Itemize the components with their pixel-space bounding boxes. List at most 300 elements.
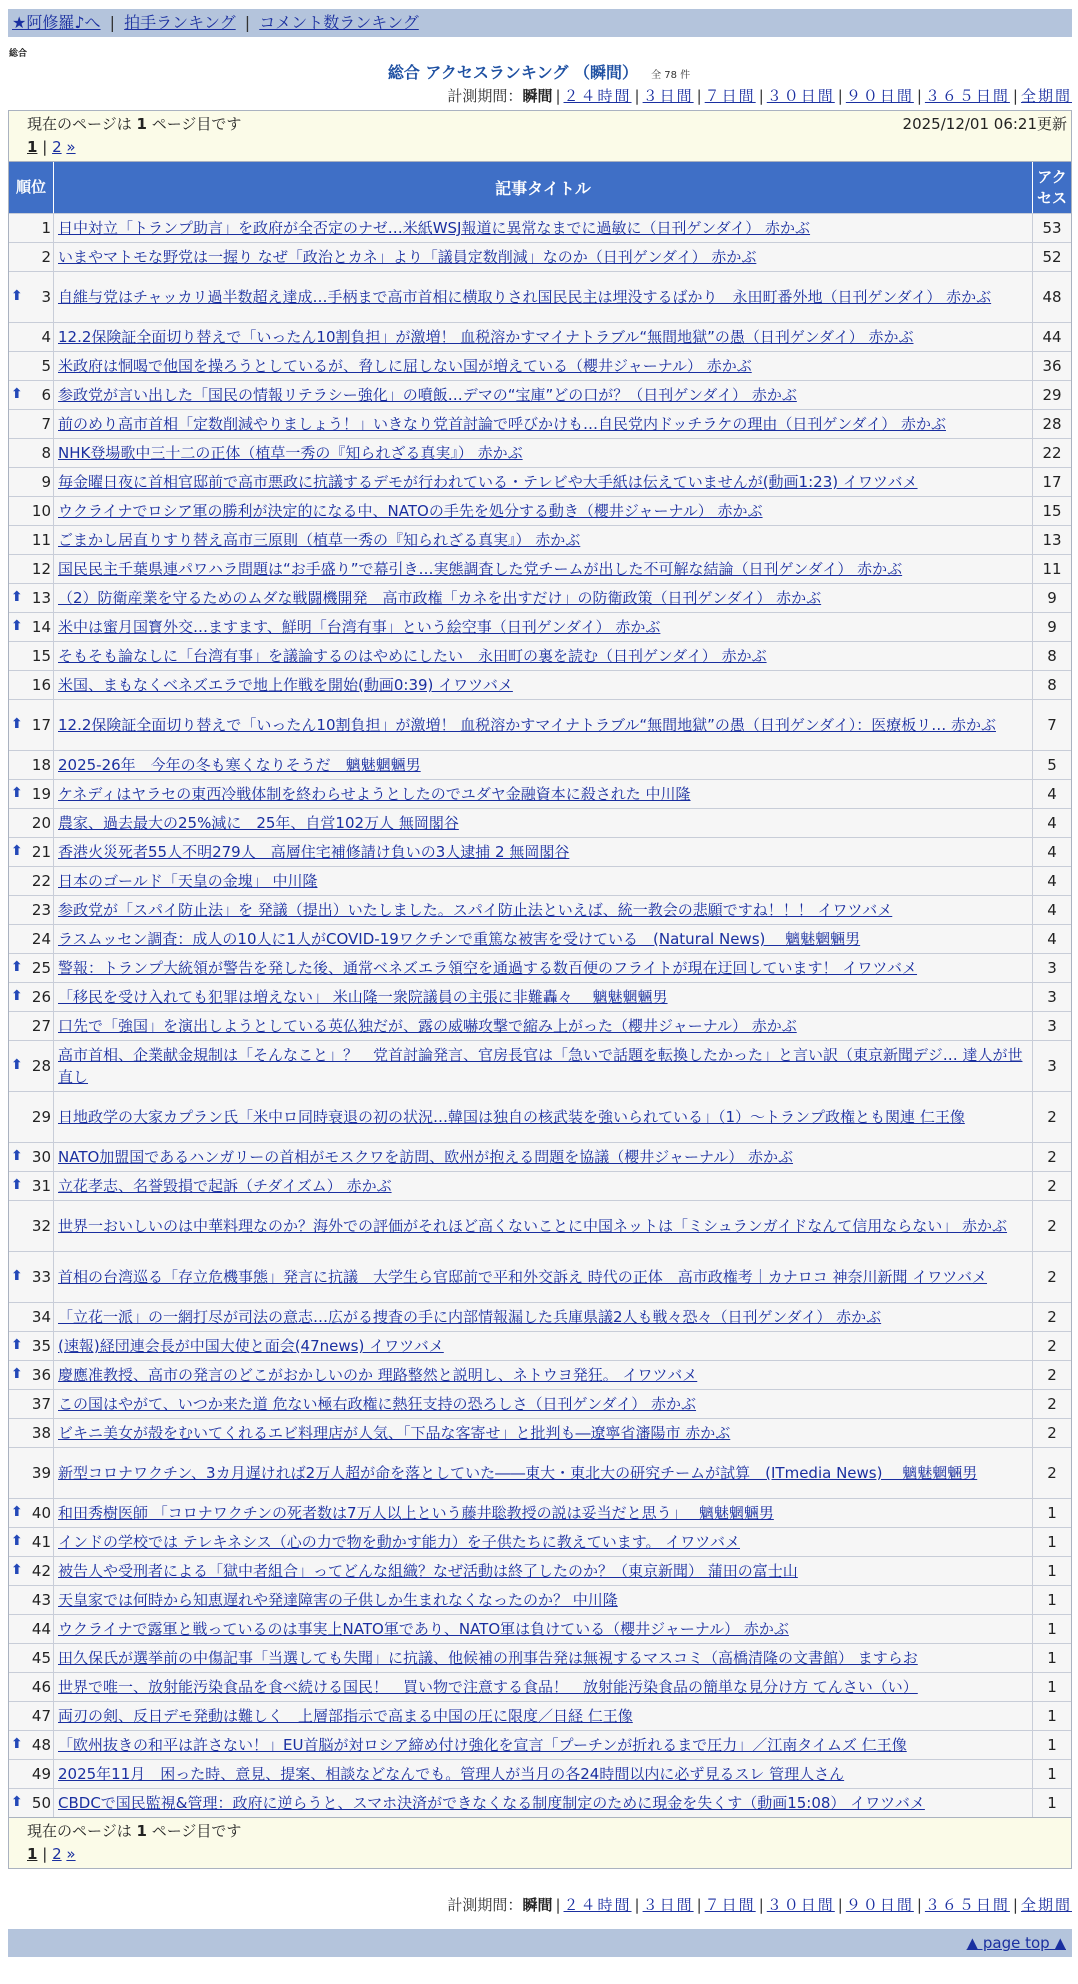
access-count: 1 <box>1033 1586 1071 1614</box>
access-count: 44 <box>1033 323 1071 351</box>
period-separator: | <box>916 87 922 105</box>
ranking-row <box>9 322 1071 351</box>
access-count: 52 <box>1033 243 1071 271</box>
rank-number: 32 <box>31 1217 51 1235</box>
article-link[interactable]: 米国、まもなくベネズエラで地上作戦を開始(動画0:39) イワツバメ <box>58 676 513 694</box>
article-link[interactable]: 両刃の剣、反日デモ発動は難しく 上層部指示で高まる中国の圧に限度／日経 仁王像 <box>58 1707 633 1725</box>
period-link[interactable]: ３日間 <box>642 87 694 105</box>
page-1-current: 1 <box>27 138 38 156</box>
title-cell <box>54 1615 1033 1643</box>
page-2-link[interactable]: 2 <box>52 138 62 156</box>
rank-cell <box>9 526 54 554</box>
next-page-link[interactable]: » <box>66 138 76 156</box>
article-link[interactable]: ウクライナでロシア軍の勝利が決定的になる中、NATOの手先を処分する動き（櫻井ジャーナル） 赤かぶ <box>58 502 763 520</box>
rank-number: 9 <box>41 473 51 491</box>
article-link[interactable]: 新型コロナワクチン、3カ月遅ければ2万人超が命を落としていた――東大・東北大の研究チームが試算 (ITmedia News) 魑魅魍魎男 <box>58 1464 978 1482</box>
ranking-row <box>9 554 1071 583</box>
ranking-row <box>9 924 1071 953</box>
comment-ranking-link[interactable]: コメント数ランキング <box>259 13 419 32</box>
article-link[interactable]: 高市首相、企業献金規制は「そんなこと」？ 党首討論発言、官房長官は「急いで話題を転換したかった」と言い訳（東京新聞デジ… 達人が世直し <box>58 1046 1023 1086</box>
page-suffix: ページ目です <box>151 1822 242 1840</box>
rank-up-arrow-icon: ⬆ <box>11 843 23 859</box>
rank-cell <box>9 272 54 322</box>
rank-number: 20 <box>31 814 51 832</box>
rank-number: 41 <box>31 1533 51 1551</box>
title-cell <box>54 584 1033 612</box>
ranking-row <box>9 438 1071 467</box>
title-cell <box>54 272 1033 322</box>
access-count: 1 <box>1033 1615 1071 1643</box>
category-label: 総合 <box>9 49 28 59</box>
ranking-row <box>9 641 1071 670</box>
page-top-link[interactable]: ▲ page top ▲ <box>966 1934 1066 1952</box>
article-link[interactable]: 香港火災死者55人不明279人 高層住宅補修請け負いの3人逮捕 2 無岡閣谷 <box>58 843 570 861</box>
ranking-row <box>9 213 1071 242</box>
rank-cell <box>9 780 54 808</box>
home-link[interactable]: ★阿修羅♪へ <box>12 13 101 32</box>
title-cell <box>54 526 1033 554</box>
period-separator: | <box>555 1896 561 1914</box>
rank-up-arrow-icon: ⬆ <box>11 1533 23 1549</box>
ranking-row <box>9 837 1071 866</box>
page-prefix: 現在のページは <box>27 115 132 133</box>
ranking-row <box>9 1011 1071 1040</box>
rank-number: 24 <box>31 930 51 948</box>
article-link[interactable]: 世界で唯一、放射能汚染食品を食べ続ける国民！ 買い物で注意する食品！ 放射能汚染食品の簡単な見分け方 てんさい（い） <box>58 1678 918 1696</box>
pager-bottom <box>9 1817 1071 1868</box>
rank-cell <box>9 381 54 409</box>
current-page-number: 1 <box>136 1822 147 1840</box>
article-link[interactable]: 12.2保険証全面切り替えで「いったん10割負担」が激増！ 血税溶かすマイナトラブル“無間地獄”の愚（日刊ゲンダイ） 赤かぶ <box>58 328 914 346</box>
header-rank: 順位 <box>9 162 54 213</box>
period-link[interactable]: ３０日間 <box>766 87 835 105</box>
title-cell <box>54 1041 1033 1091</box>
rank-cell <box>9 642 54 670</box>
period-link[interactable]: ９０日間 <box>845 87 914 105</box>
period-link[interactable]: 全期間 <box>1020 87 1072 105</box>
article-link[interactable]: 毎金曜日夜に首相官邸前で高市悪政に抗議するデモが行われている・テレビや大手紙は伝えていませんが(動画1:23) イワツバメ <box>58 473 918 491</box>
period-separator: | <box>696 1896 702 1914</box>
title-cell <box>54 642 1033 670</box>
rank-cell <box>9 1361 54 1389</box>
title-cell <box>54 352 1033 380</box>
rank-cell <box>9 1557 54 1585</box>
rank-number: 12 <box>31 560 51 578</box>
title-cell <box>54 1361 1033 1389</box>
article-link[interactable]: 首相の台湾巡る「存立危機事態」発言に抗議 大学生ら官邸前で平和外交訴え 時代の正体 高市政権考｜カナロコ 神奈川新聞 イワツバメ <box>58 1268 988 1286</box>
article-link[interactable]: NHK登場歌中三十二の正体（植草一秀の『知られざる真実』） 赤かぶ <box>58 444 523 462</box>
rank-up-arrow-icon: ⬆ <box>11 785 23 801</box>
rank-cell <box>9 1702 54 1730</box>
rank-number: 49 <box>31 1765 51 1783</box>
article-link[interactable]: ごまかし居直りすり替え高市三原則（植草一秀の『知られざる真実』） 赤かぶ <box>58 531 581 549</box>
article-link[interactable]: 慶應准教授、高市の発言のどこがおかしいのか 理路整然と説明し、ネトウヨ発狂。 イワツバメ <box>58 1366 698 1384</box>
ranking-row <box>9 1730 1071 1759</box>
article-link[interactable]: 12.2保険証全面切り替えで「いったん10割負担」が激増！ 血税溶かすマイナトラブル“無間地獄”の愚（日刊ゲンダイ）：医療板リ… 赤かぶ <box>58 716 996 734</box>
rank-number: 15 <box>31 647 51 665</box>
period-separator: | <box>837 87 843 105</box>
title-cell <box>54 1528 1033 1556</box>
ranking-row <box>9 467 1071 496</box>
rank-up-arrow-icon: ⬆ <box>11 1562 23 1578</box>
nav-separator: | <box>244 13 251 32</box>
access-count: 9 <box>1033 584 1071 612</box>
title-cell <box>54 1143 1033 1171</box>
rank-up-arrow-icon: ⬆ <box>11 1337 23 1353</box>
access-count: 1 <box>1033 1673 1071 1701</box>
rank-cell <box>9 1760 54 1788</box>
article-link[interactable]: 2025年11月 困った時、意見、提案、相談などなんでも。管理人が当月の各24時間以内に必ず見るスレ 管理人さん <box>58 1765 845 1783</box>
ranking-table <box>8 110 1072 1869</box>
article-link[interactable]: （2）防衛産業を守るためのムダな戦闘機開発 高市政権「カネを出すだけ」の防衛政策（日刊ゲンダイ） 赤かぶ <box>58 589 822 607</box>
rank-number: 44 <box>31 1620 51 1638</box>
rank-number: 42 <box>31 1562 51 1580</box>
article-link[interactable]: 国民民主千葉県連パワハラ問題は“お手盛り”で幕引き…実態調査した党チームが出した不可解な結論（日刊ゲンダイ） 赤かぶ <box>58 560 903 578</box>
title-cell <box>54 751 1033 779</box>
access-count: 3 <box>1033 983 1071 1011</box>
title-cell <box>54 1092 1033 1142</box>
access-count: 8 <box>1033 671 1071 699</box>
nav-separator: | <box>109 13 116 32</box>
ranking-row <box>9 612 1071 641</box>
article-link[interactable]: 「移民を受け入れても犯罪は増えない」 米山隆一衆院議員の主張に非難轟々 魑魅魍魎男 <box>58 988 668 1006</box>
rank-cell <box>9 497 54 525</box>
ranking-row <box>9 1040 1071 1091</box>
article-link[interactable]: この国はやがて、いつか来た道 危ない極右政権に熱狂支持の恐ろしさ（日刊ゲンダイ） 赤かぶ <box>58 1395 697 1413</box>
rank-cell <box>9 613 54 641</box>
access-count: 1 <box>1033 1760 1071 1788</box>
period-link[interactable]: ７日間 <box>704 1896 756 1914</box>
access-count: 1 <box>1033 1557 1071 1585</box>
access-count: 17 <box>1033 468 1071 496</box>
ranking-row <box>9 1418 1071 1447</box>
top-nav <box>8 9 1072 37</box>
pager-top <box>9 111 1071 161</box>
rank-up-arrow-icon: ⬆ <box>11 1177 23 1193</box>
page-1-current: 1 <box>27 1845 38 1863</box>
title-cell <box>54 1012 1033 1040</box>
rank-cell <box>9 1448 54 1498</box>
article-link[interactable]: 世界一おいしいのは中華料理なのか？海外での評価がそれほど高くないことに中国ネットは「ミシュランガイドなんて信用ならない」 赤かぶ <box>58 1217 1008 1235</box>
title-cell <box>54 1789 1033 1817</box>
article-link[interactable]: 和田秀樹医師 「コロナワクチンの死者数は7万人以上という藤井聡教授の説は妥当だと思う」 魑魅魍魎男 <box>58 1504 774 1522</box>
rank-number: 22 <box>31 872 51 890</box>
header-title: 記事タイトル <box>54 162 1033 213</box>
rank-cell <box>9 410 54 438</box>
rank-cell <box>9 1303 54 1331</box>
access-count: 2 <box>1033 1332 1071 1360</box>
rank-cell <box>9 671 54 699</box>
article-link[interactable]: 農家、過去最大の25%減に 25年、自営102万人 無岡閣谷 <box>58 814 459 832</box>
rank-up-arrow-icon: ⬆ <box>11 959 23 975</box>
ranking-row <box>9 380 1071 409</box>
period-separator: | <box>634 1896 640 1914</box>
rank-number: 43 <box>31 1591 51 1609</box>
period-current: 瞬間 <box>522 87 553 105</box>
rank-number: 3 <box>41 288 51 306</box>
ranking-row <box>9 271 1071 322</box>
access-count: 13 <box>1033 526 1071 554</box>
rank-up-arrow-icon: ⬆ <box>11 1366 23 1382</box>
article-link[interactable]: 天皇家では何時から知恵遅れや発達障害の子供しか生まれなくなったのか？ 中川隆 <box>58 1591 618 1609</box>
rank-number: 45 <box>31 1649 51 1667</box>
period-separator: | <box>758 87 764 105</box>
access-count: 1 <box>1033 1644 1071 1672</box>
next-page-link[interactable]: » <box>66 1845 76 1863</box>
rank-up-arrow-icon: ⬆ <box>11 1504 23 1520</box>
access-count: 4 <box>1033 809 1071 837</box>
rank-cell <box>9 867 54 895</box>
access-count: 11 <box>1033 555 1071 583</box>
rank-up-arrow-icon: ⬆ <box>11 288 23 304</box>
access-count: 36 <box>1033 352 1071 380</box>
title-cell <box>54 954 1033 982</box>
access-count: 4 <box>1033 838 1071 866</box>
rank-cell <box>9 1041 54 1091</box>
access-count: 2 <box>1033 1303 1071 1331</box>
access-count: 9 <box>1033 613 1071 641</box>
rank-number: 5 <box>41 357 51 375</box>
rank-cell <box>9 323 54 351</box>
rank-number: 39 <box>31 1464 51 1482</box>
rank-number: 50 <box>31 1794 51 1812</box>
title-cell <box>54 1332 1033 1360</box>
rank-cell <box>9 555 54 583</box>
rank-cell <box>9 1390 54 1418</box>
page-2-link[interactable]: 2 <box>52 1845 62 1863</box>
rank-cell <box>9 1012 54 1040</box>
title-cell <box>54 497 1033 525</box>
rank-cell <box>9 983 54 1011</box>
rank-number: 6 <box>41 386 51 404</box>
rank-cell <box>9 1143 54 1171</box>
access-count: 2 <box>1033 1252 1071 1302</box>
article-link[interactable]: ケネディはヤラセの東西冷戦体制を終わらせようとしたのでユダヤ金融資本に殺された 中川隆 <box>58 785 691 803</box>
period-link[interactable]: ３日間 <box>642 1896 694 1914</box>
ranking-row <box>9 1556 1071 1585</box>
title-cell <box>54 671 1033 699</box>
access-count: 1 <box>1033 1528 1071 1556</box>
title-cell <box>54 243 1033 271</box>
title-cell <box>54 867 1033 895</box>
rank-number: 21 <box>31 843 51 861</box>
access-count: 2 <box>1033 1092 1071 1142</box>
rank-cell <box>9 1644 54 1672</box>
article-link[interactable]: インドの学校では テレキネシス（心の力で物を動かす能力）を子供たちに教えています。 イワツバメ <box>58 1533 740 1551</box>
article-link[interactable]: ラスムッセン調査：成人の10人に1人がCOVID-19ワクチンで重篤な被害を受けている (Natural News) 魑魅魍魎男 <box>58 930 861 948</box>
page-separator: | <box>42 1845 48 1863</box>
rank-cell <box>9 1499 54 1527</box>
article-link[interactable]: いまやマトモな野党は一握り なぜ「政治とカネ」より「議員定数削減」なのか（日刊ゲンダイ） 赤かぶ <box>58 248 757 266</box>
article-link[interactable]: 被告人や受刑者による「獄中者組合」ってどんな組織？なぜ活動は終了したのか？（東京新聞） 蒲田の富士山 <box>58 1562 798 1580</box>
rank-number: 47 <box>31 1707 51 1725</box>
ranking-row <box>9 779 1071 808</box>
article-link[interactable]: ウクライナで露軍と戦っているのは事実上NATO軍であり、NATO軍は負けている（櫻井ジャーナル） 赤かぶ <box>58 1620 789 1638</box>
article-link[interactable]: 自維与党はチャッカリ過半数超え達成…手柄まで高市首相に横取りされ国民民主は埋没するばかり 永田町番外地（日刊ゲンダイ） 赤かぶ <box>58 288 992 306</box>
ranking-row <box>9 1200 1071 1251</box>
rank-cell <box>9 751 54 779</box>
ranking-row <box>9 525 1071 554</box>
rank-number: 11 <box>31 531 51 549</box>
rank-cell <box>9 1586 54 1614</box>
updated-timestamp: 2025/12/01 06:21更新 <box>902 115 1067 133</box>
period-link[interactable]: ２４時間 <box>563 87 632 105</box>
rank-cell <box>9 1252 54 1302</box>
access-count: 4 <box>1033 925 1071 953</box>
rank-up-arrow-icon: ⬆ <box>11 386 23 402</box>
access-count: 15 <box>1033 497 1071 525</box>
title-cell <box>54 468 1033 496</box>
period-separator: | <box>696 87 702 105</box>
period-separator: | <box>1012 87 1018 105</box>
title-cell <box>54 1731 1033 1759</box>
ranking-row <box>9 1091 1071 1142</box>
rank-number: 46 <box>31 1678 51 1696</box>
ranking-row <box>9 351 1071 380</box>
article-link[interactable]: 参政党が言い出した「国民の情報リテラシー強化」の噴飯…デマの“宝庫”どの口が？（日刊ゲンダイ） 赤かぶ <box>58 386 797 404</box>
title-cell <box>54 838 1033 866</box>
title-cell <box>54 1702 1033 1730</box>
access-count: 8 <box>1033 642 1071 670</box>
rank-cell <box>9 1172 54 1200</box>
rank-number: 19 <box>31 785 51 803</box>
article-link[interactable]: 日中対立「トランプ助言」を政府が全否定のナゼ…米紙WSJ報道に異常なまでに過敏に（日刊ゲンダイ） 赤かぶ <box>58 219 811 237</box>
rank-number: 4 <box>41 328 51 346</box>
rank-cell <box>9 1731 54 1759</box>
period-link[interactable]: ３６５日間 <box>924 87 1010 105</box>
period-separator: | <box>916 1896 922 1914</box>
page-numbers <box>27 136 1053 159</box>
access-count: 2 <box>1033 1448 1071 1498</box>
article-link[interactable]: 「立花一派」の一網打尽が司法の意志…広がる捜査の手に内部情報漏した兵庫県議2人も戦々恐々（日刊ゲンダイ） 赤かぶ <box>58 1308 882 1326</box>
article-link[interactable]: そもそも論なしに「台湾有事」を議論するのはやめにしたい 永田町の裏を読む（日刊ゲンダイ） 赤かぶ <box>58 647 767 665</box>
period-link[interactable]: ９０日間 <box>845 1896 914 1914</box>
rank-number: 2 <box>41 248 51 266</box>
article-link[interactable]: 参政党が「スパイ防止法」を 発議（提出）いたしました。スパイ防止法といえば、統一教会の悲願ですね！！！ イワツバメ <box>58 901 893 919</box>
article-link[interactable]: CBDCで国民監視&管理：政府に逆らうと、スマホ決済ができなくなる制度制定のために現金を失くす（動画15:08） イワツバメ <box>58 1794 925 1812</box>
period-link[interactable]: ７日間 <box>704 87 756 105</box>
article-link[interactable]: 田久保氏が選挙前の中傷記事「当選しても失聞」に抗議、他候補の刑事告発は無視するマスコミ（高橋清隆の文書館） ますらお <box>58 1649 918 1667</box>
ranking-row <box>9 953 1071 982</box>
article-link[interactable]: 米中は蜜月国寳外交…ますます、鮮明「台湾有事」という絵空事（日刊ゲンダイ） 赤かぶ <box>58 618 661 636</box>
access-count: 5 <box>1033 751 1071 779</box>
access-count: 1 <box>1033 1499 1071 1527</box>
access-count: 22 <box>1033 439 1071 467</box>
article-link[interactable]: ビキニ美女が殻をむいてくれるエビ料理店が人気、「下品な客寄せ」と批判も―遼寧省瀋陽市 赤かぶ <box>58 1424 731 1442</box>
title-cell <box>54 381 1033 409</box>
ranking-row <box>9 1643 1071 1672</box>
title-cell <box>54 1586 1033 1614</box>
article-link[interactable]: 米政府は恫喝で他国を操ろうとしているが、脅しに屈しない国が増えている（櫻井ジャーナル） 赤かぶ <box>58 357 752 375</box>
rank-number: 17 <box>31 716 51 734</box>
period-link[interactable]: ３６５日間 <box>924 1896 1010 1914</box>
article-link[interactable]: 警報：トランプ大統領が警告を発した後、通常ベネズエラ領空を通過する数百便のフライトが現在迂回しています！ イワツバメ <box>58 959 918 977</box>
rank-number: 38 <box>31 1424 51 1442</box>
period-link[interactable]: 全期間 <box>1020 1896 1072 1914</box>
rank-number: 14 <box>31 618 51 636</box>
ranking-row <box>9 982 1071 1011</box>
access-count: 2 <box>1033 1361 1071 1389</box>
article-link[interactable]: NATO加盟国であるハンガリーの首相がモスクワを訪問、欧州が抱える問題を協議（櫻井ジャーナル） 赤かぶ <box>58 1148 794 1166</box>
rank-number: 34 <box>31 1308 51 1326</box>
ranking-row <box>9 1251 1071 1302</box>
total-count: 全 78 件 <box>651 70 691 81</box>
rank-number: 36 <box>31 1366 51 1384</box>
title-cell <box>54 1201 1033 1251</box>
clap-ranking-link[interactable]: 拍手ランキング <box>124 13 236 32</box>
title-cell <box>54 1557 1033 1585</box>
rank-number: 40 <box>31 1504 51 1522</box>
current-page-number: 1 <box>136 115 147 133</box>
period-label: 計測期間： <box>447 87 523 105</box>
rank-cell <box>9 1419 54 1447</box>
rank-cell <box>9 352 54 380</box>
ranking-row <box>9 496 1071 525</box>
period-current: 瞬間 <box>522 1896 553 1914</box>
rank-cell <box>9 439 54 467</box>
title-cell <box>54 1448 1033 1498</box>
period-link[interactable]: ３０日間 <box>766 1896 835 1914</box>
rank-number: 8 <box>41 444 51 462</box>
rank-cell <box>9 1092 54 1142</box>
access-count: 1 <box>1033 1731 1071 1759</box>
rank-up-arrow-icon: ⬆ <box>11 1057 23 1073</box>
access-count: 53 <box>1033 214 1071 242</box>
rank-number: 28 <box>31 1057 51 1075</box>
title-cell <box>54 1172 1033 1200</box>
ranking-row <box>9 895 1071 924</box>
access-count: 4 <box>1033 780 1071 808</box>
rank-up-arrow-icon: ⬆ <box>11 1268 23 1284</box>
article-link[interactable]: 口先で「強国」を演出しようとしている英仏独だが、露の威嚇攻撃で縮み上がった（櫻井ジャーナル） 赤かぶ <box>58 1017 797 1035</box>
page-numbers <box>27 1843 1053 1866</box>
title-cell <box>54 1419 1033 1447</box>
page-title: 総合 アクセスランキング （瞬間） <box>387 63 638 82</box>
access-count: 3 <box>1033 1012 1071 1040</box>
title-cell <box>54 1390 1033 1418</box>
access-count: 4 <box>1033 896 1071 924</box>
article-link[interactable]: 前のめり高市首相「定数削減やりましょう！」いきなり党首討論で呼びかけも…自民党内ドッチラケの理由（日刊ゲンダイ） 赤かぶ <box>58 415 946 433</box>
rank-number: 27 <box>31 1017 51 1035</box>
article-link[interactable]: 2025-26年 今年の冬も寒くなりそうだ 魑魅魍魎男 <box>58 756 421 774</box>
rank-cell <box>9 809 54 837</box>
rank-cell <box>9 838 54 866</box>
rank-number: 33 <box>31 1268 51 1286</box>
page-suffix: ページ目です <box>151 115 242 133</box>
article-link[interactable]: 日地政学の大家カプラン氏「米中ロ同時衰退の初の状況…韓国は独自の核武装を強いられている」（1）～トランプ政権とも関連 仁王像 <box>58 1108 965 1126</box>
ranking-row <box>9 1498 1071 1527</box>
title-cell <box>54 1303 1033 1331</box>
rank-cell <box>9 1673 54 1701</box>
rank-cell <box>9 243 54 271</box>
article-link[interactable]: (速報)経団連会長が中国大使と面会(47news) イワツバメ <box>58 1337 444 1355</box>
rank-up-arrow-icon: ⬆ <box>11 716 23 732</box>
rank-number: 35 <box>31 1337 51 1355</box>
article-link[interactable]: 日本のゴールド「天皇の金塊」 中川隆 <box>58 872 318 890</box>
period-separator: | <box>758 1896 764 1914</box>
article-link[interactable]: 立花孝志、名誉毀損で起訴（チダイズム） 赤かぶ <box>58 1177 392 1195</box>
title-cell <box>54 780 1033 808</box>
rank-number: 18 <box>31 756 51 774</box>
access-count: 1 <box>1033 1789 1071 1817</box>
ranking-row <box>9 1171 1071 1200</box>
period-link[interactable]: ２４時間 <box>563 1896 632 1914</box>
article-link[interactable]: 「欧州抜きの和平は許さない！」EU首脳が対ロシア締め付け強化を宣言「プーチンが折れるまで圧力」／江南タイムズ 仁王像 <box>58 1736 907 1754</box>
title-cell <box>54 439 1033 467</box>
title-cell <box>54 1760 1033 1788</box>
ranking-row <box>9 1360 1071 1389</box>
title-cell <box>54 809 1033 837</box>
